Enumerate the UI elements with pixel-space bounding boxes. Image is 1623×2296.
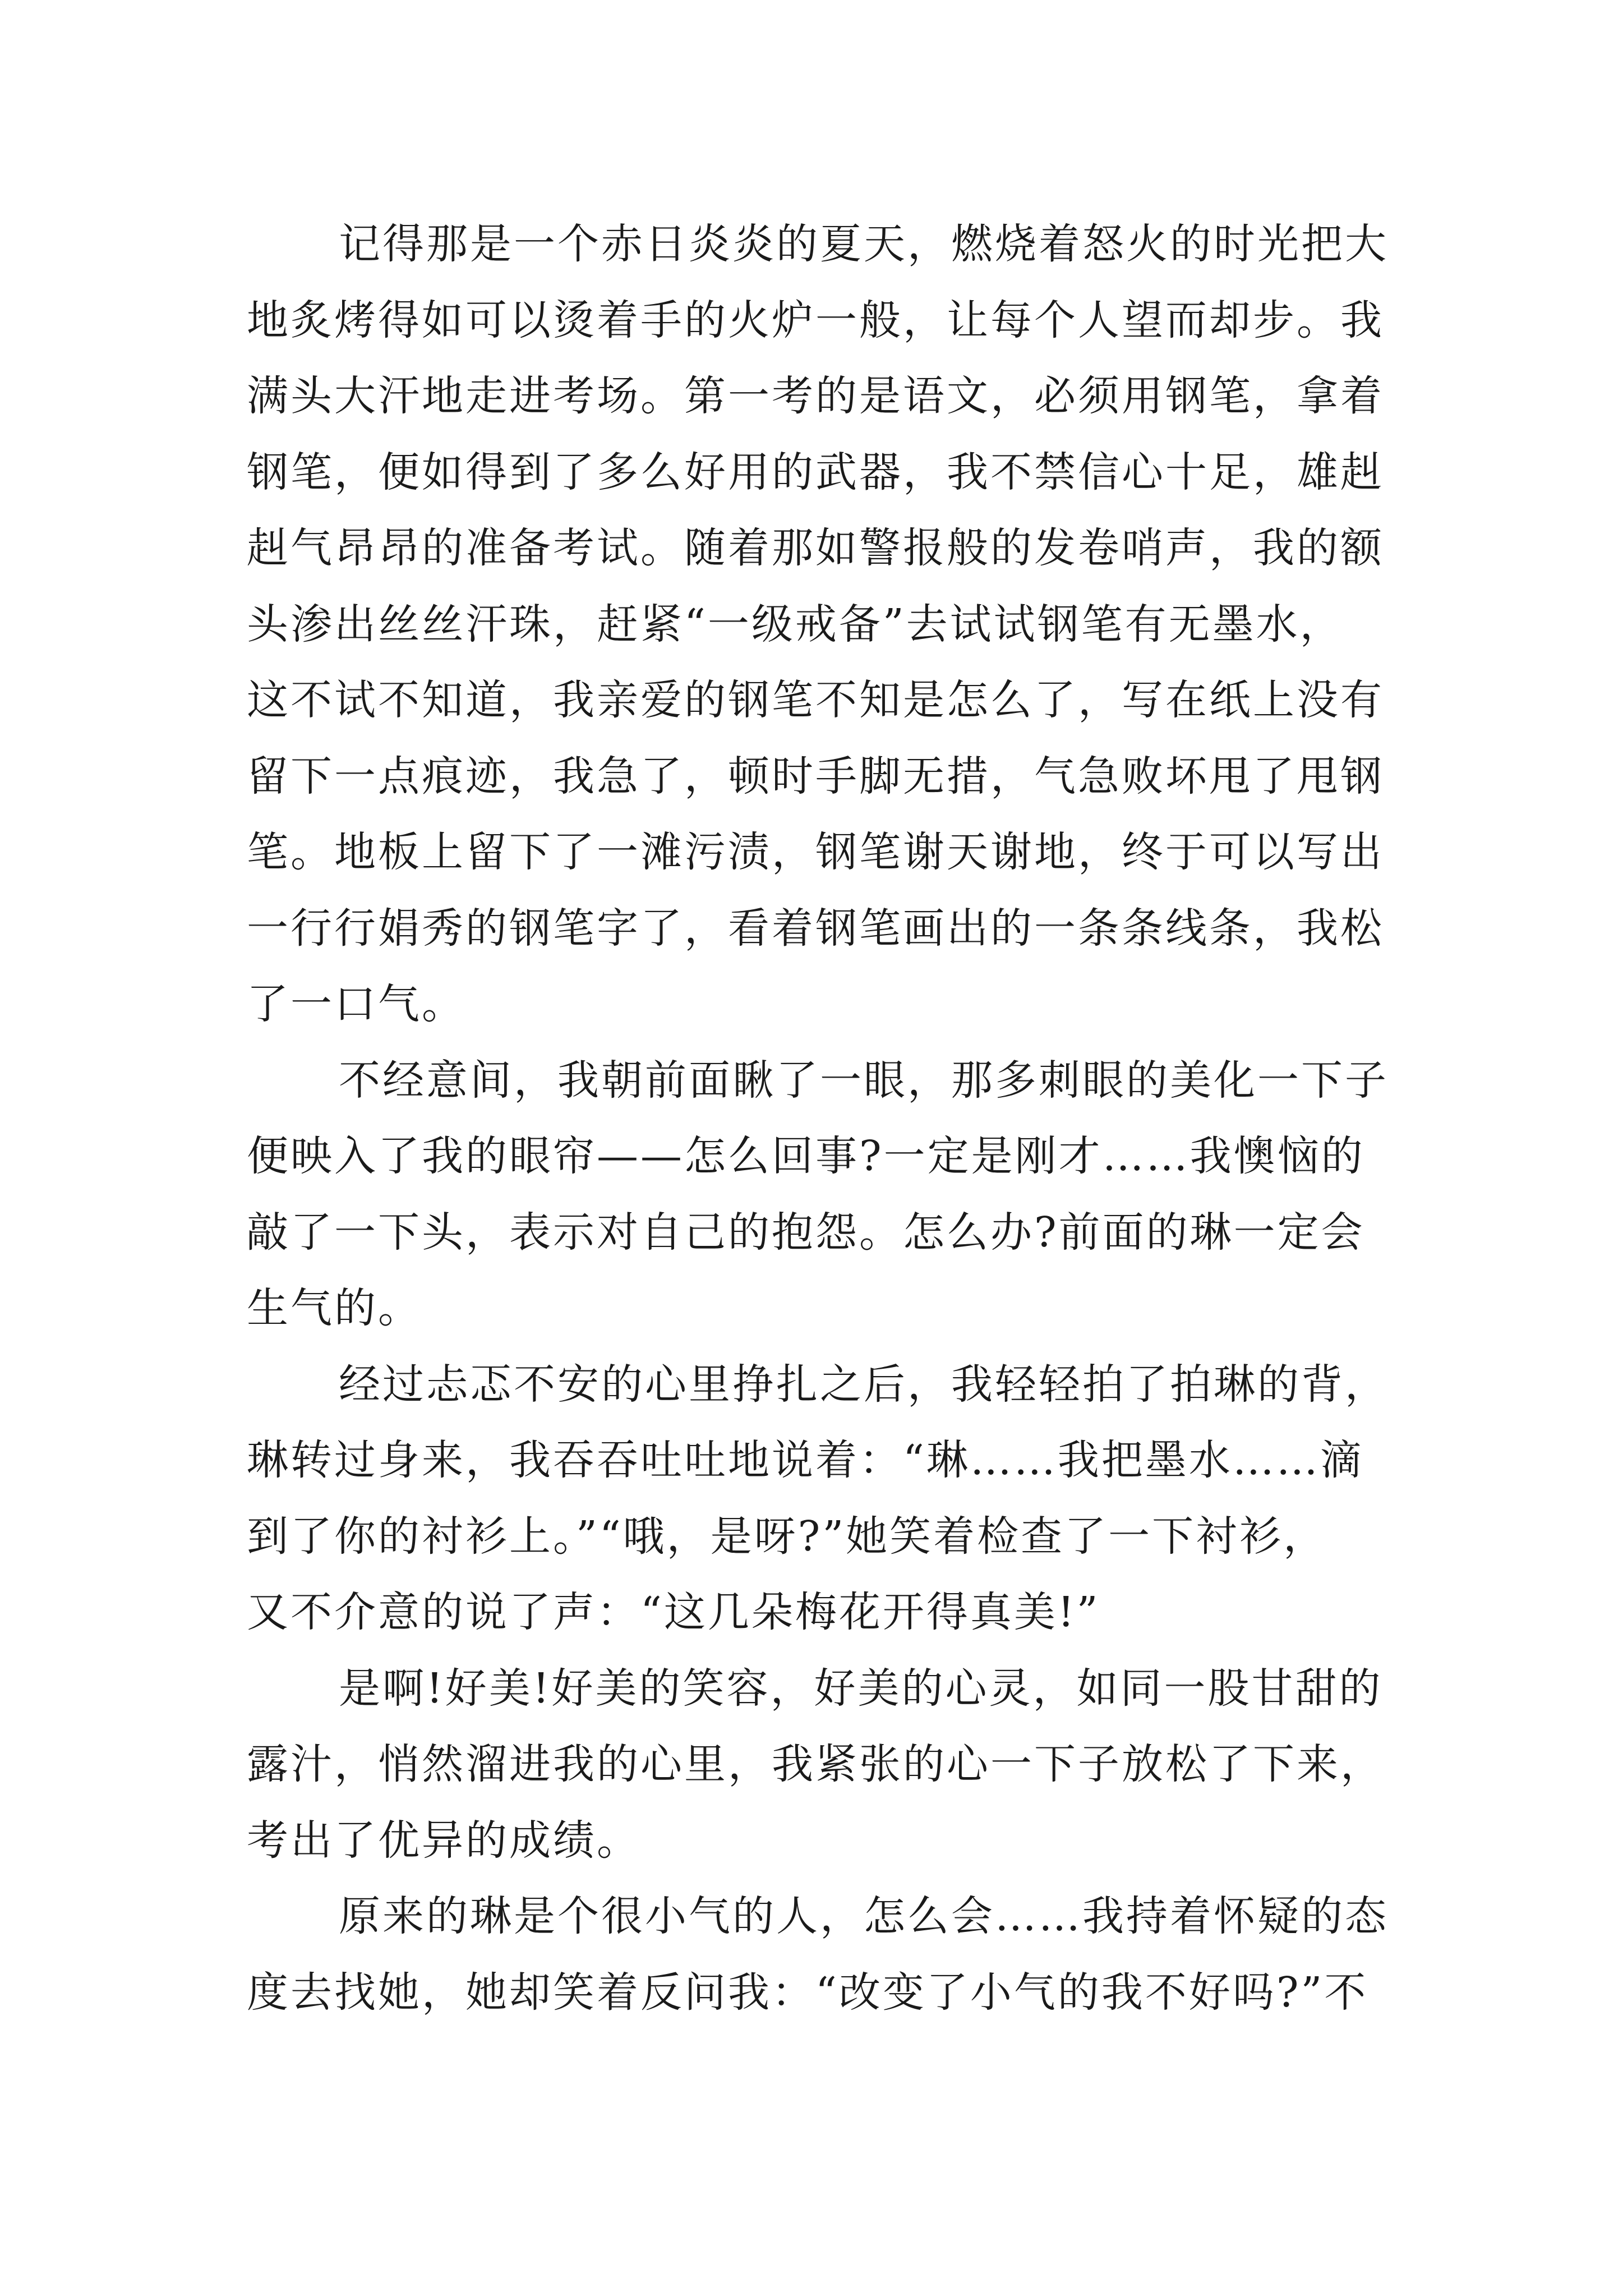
text-line: 是啊!好美!好美的笑容，好美的心灵，如同一股甘甜的 — [339, 1664, 1383, 1713]
text-line: 一行行娟秀的钢笔字了，看着钢笔画出的一条条线条，我松 — [247, 904, 1384, 953]
text-line: 便映入了我的眼帘——怎么回事?一定是刚才……我懊恼的 — [247, 1132, 1365, 1180]
text-line: 笔。地板上留下了一滩污渍，钢笔谢天谢地，终于可以写出 — [247, 828, 1384, 876]
text-line: 考出了优异的成绩。 — [247, 1816, 640, 1865]
text-line: 琳转过身来，我吞吞吐吐地说着：“琳……我把墨水……滴 — [247, 1436, 1364, 1484]
text-line: 满头大汗地走进考场。第一考的是语文，必须用钢笔，拿着 — [247, 372, 1384, 420]
text-line: 头渗出丝丝汗珠，赶紧“一级戒备”去试试钢笔有无墨水， — [247, 600, 1344, 648]
text-line: 地炙烤得如可以烫着手的火炉一般，让每个人望而却步。我 — [247, 296, 1384, 344]
text-line: 赳气昂昂的准备考试。随着那如警报般的发卷哨声，我的额 — [247, 524, 1384, 572]
text-line: 敲了一下头，表示对自己的抱怨。怎么办?前面的琳一定会 — [247, 1208, 1365, 1257]
text-line: 这不试不知道，我亲爱的钢笔不知是怎么了，写在纸上没有 — [247, 676, 1384, 724]
text-line: 生气的。 — [247, 1284, 422, 1332]
text-line: 又不介意的说了声：“这几朵梅花开得真美!” — [247, 1588, 1100, 1636]
text-line: 了一口气。 — [247, 980, 465, 1028]
text-line: 留下一点痕迹，我急了，顿时手脚无措，气急败坏甩了甩钢 — [247, 752, 1384, 800]
text-line: 钢笔，便如得到了多么好用的武器，我不禁信心十足，雄赳 — [247, 448, 1384, 496]
text-line: 经过忐忑不安的心里挣扎之后，我轻轻拍了拍琳的背， — [339, 1360, 1389, 1409]
body-text — [247, 206, 1389, 2031]
text-line: 不经意间，我朝前面瞅了一眼，那多刺眼的美化一下子 — [339, 1056, 1389, 1105]
text-line: 记得那是一个赤日炎炎的夏天，燃烧着怒火的时光把大 — [339, 220, 1389, 268]
text-line: 原来的琳是个很小气的人，怎么会……我持着怀疑的态 — [339, 1892, 1389, 1940]
text-line: 到了你的衬衫上。”“哦，是呀?”她笑着检查了一下衬衫， — [247, 1512, 1327, 1561]
text-line: 度去找她，她却笑着反问我：“改变了小气的我不好吗?”不 — [247, 1968, 1368, 2017]
text-line: 露汁，悄然溜进我的心里，我紧张的心一下子放松了下来， — [247, 1740, 1384, 1788]
